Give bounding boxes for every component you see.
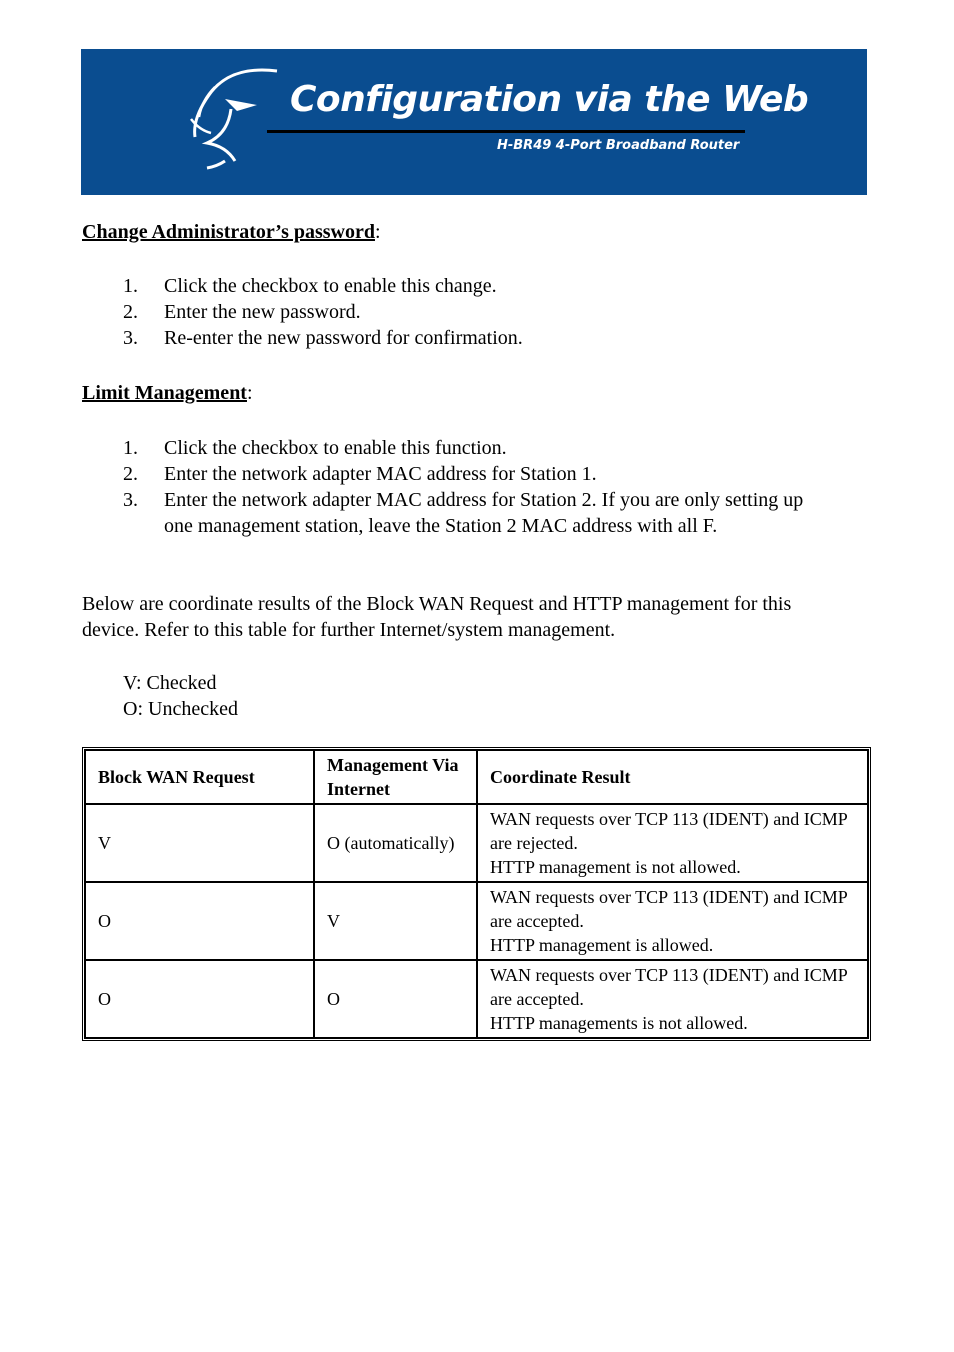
- list-item: [0, 461, 824, 487]
- result-line: WAN requests over TCP 113 (IDENT) and ICMP are accepted.: [490, 887, 848, 931]
- list-text: Click the checkbox to enable this function.: [164, 437, 507, 459]
- table-row: [85, 804, 868, 882]
- header-banner: [81, 49, 867, 195]
- cell-block-wan: O: [85, 960, 314, 1038]
- list-number: 1.: [123, 275, 138, 297]
- list-text: Enter the network adapter MAC address for Station 2. If you are only setting up one management station, leave the Station 2 MAC address with all F.: [164, 489, 804, 537]
- table-row: [85, 882, 868, 960]
- result-line: HTTP managements is not allowed.: [490, 1013, 748, 1033]
- heading-colon: :: [374, 221, 381, 243]
- intro-paragraph: Below are coordinate results of the Block WAN Request and HTTP management for this device. Refer to this table for further Internet/system management.: [82, 593, 792, 641]
- table-row: [85, 960, 868, 1038]
- list-text: Click the checkbox to enable this change.: [164, 275, 497, 297]
- result-line: HTTP management is allowed.: [490, 935, 714, 955]
- header-coordinate-result: Coordinate Result: [477, 750, 868, 804]
- banner-title: Configuration via the Web: [290, 79, 809, 120]
- bird-head-logo-icon: [185, 65, 285, 175]
- list-text: Enter the new password.: [164, 301, 361, 323]
- list-text: Enter the network adapter MAC address for Station 1.: [164, 463, 597, 485]
- header-management-via-internet: Management Via Internet: [314, 750, 477, 804]
- cell-result: [477, 960, 868, 1038]
- list-item: [0, 325, 824, 351]
- heading-text: Limit Management: [82, 382, 247, 404]
- list-item: [0, 273, 824, 299]
- cell-management: V: [314, 882, 477, 960]
- section-heading-admin-password: [82, 221, 381, 244]
- list-text: Re-enter the new password for confirmation.: [164, 327, 523, 349]
- result-line: HTTP management is not allowed.: [490, 857, 741, 877]
- heading-colon: :: [246, 382, 253, 404]
- cell-management: O (automatically): [314, 804, 477, 882]
- list-number: 3.: [123, 327, 138, 349]
- legend-checked: V: Checked: [123, 672, 217, 694]
- list-item: [0, 435, 824, 461]
- heading-text: Change Administrator’s password: [82, 221, 375, 243]
- list-item: [0, 487, 824, 539]
- result-line: WAN requests over TCP 113 (IDENT) and ICMP are accepted.: [490, 965, 848, 1009]
- section-heading-limit-management: [82, 382, 253, 405]
- cell-block-wan: O: [85, 882, 314, 960]
- admin-password-steps: [0, 273, 824, 351]
- list-number: 2.: [123, 463, 138, 485]
- list-number: 2.: [123, 301, 138, 323]
- limit-management-steps: [0, 435, 824, 539]
- legend-unchecked: O: Unchecked: [123, 698, 238, 720]
- header-block-wan-request: Block WAN Request: [85, 750, 314, 804]
- list-item: [0, 299, 824, 325]
- list-number: 3.: [123, 489, 138, 511]
- cell-block-wan: V: [85, 804, 314, 882]
- banner-subtitle: H-BR49 4-Port Broadband Router: [497, 138, 740, 153]
- cell-result: [477, 804, 868, 882]
- result-line: WAN requests over TCP 113 (IDENT) and ICMP are rejected.: [490, 809, 848, 853]
- cell-management: O: [314, 960, 477, 1038]
- coordinate-result-table: [82, 747, 871, 1041]
- table-header-row: [85, 750, 868, 804]
- banner-divider: [267, 130, 745, 133]
- list-number: 1.: [123, 437, 138, 459]
- cell-result: [477, 882, 868, 960]
